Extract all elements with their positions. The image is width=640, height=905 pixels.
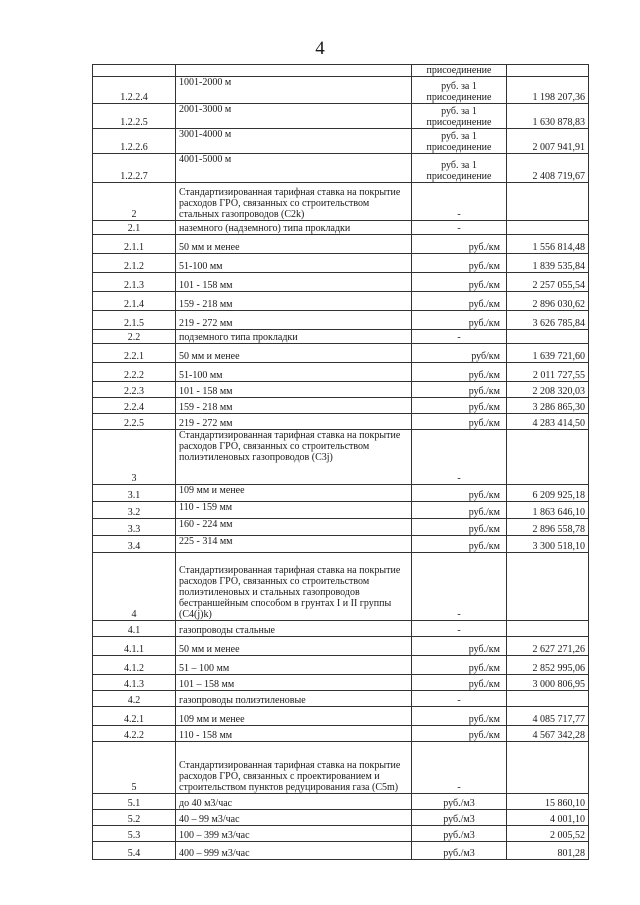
description-cell: наземного (надземного) типа прокладки bbox=[176, 221, 412, 235]
item-number-cell: 2.1.2 bbox=[93, 254, 176, 273]
description-cell: 51 – 100 мм bbox=[176, 656, 412, 675]
rate-value-cell: 4 085 717,77 bbox=[507, 707, 589, 726]
unit-cell: руб./км bbox=[412, 292, 507, 311]
unit-cell: руб./м3 bbox=[412, 826, 507, 842]
rate-value-cell: 1 863 646,10 bbox=[507, 502, 589, 519]
unit-cell: руб./км bbox=[412, 235, 507, 254]
table-row bbox=[93, 344, 589, 363]
description-cell: газопроводы стальные bbox=[176, 621, 412, 637]
rate-value-cell: 4 567 342,28 bbox=[507, 726, 589, 742]
rate-value-cell: 2 005,52 bbox=[507, 826, 589, 842]
description-cell: 219 - 272 мм bbox=[176, 414, 412, 430]
unit-cell: руб./м3 bbox=[412, 842, 507, 860]
description-cell: Стандартизированная тарифная ставка на покрытие расходов ГРО, связанных со строительством стальных газопроводов (C2k) bbox=[176, 183, 412, 221]
description-cell: 51-100 мм bbox=[176, 363, 412, 382]
table-row bbox=[93, 621, 589, 637]
unit-cell: руб./км bbox=[412, 726, 507, 742]
description-cell: подземного типа прокладки bbox=[176, 330, 412, 344]
table-row bbox=[93, 519, 589, 536]
item-number-cell: 3.1 bbox=[93, 485, 176, 502]
item-number-cell: 3 bbox=[93, 430, 176, 485]
rate-value-cell: 2 011 727,55 bbox=[507, 363, 589, 382]
unit-cell: руб./км bbox=[412, 536, 507, 553]
rate-value-cell bbox=[507, 65, 589, 77]
table-row bbox=[93, 742, 589, 794]
unit-cell: руб./км bbox=[412, 254, 507, 273]
rate-value-cell: 15 860,10 bbox=[507, 794, 589, 810]
description-cell: 101 - 158 мм bbox=[176, 273, 412, 292]
item-number-cell: 3.2 bbox=[93, 502, 176, 519]
item-number-cell: 1.2.2.6 bbox=[93, 129, 176, 154]
item-number-cell: 4.1.2 bbox=[93, 656, 176, 675]
item-number-cell: 2.2.5 bbox=[93, 414, 176, 430]
unit-cell: руб./км bbox=[412, 637, 507, 656]
table-row bbox=[93, 553, 589, 621]
item-number-cell: 4.1 bbox=[93, 621, 176, 637]
table-row bbox=[93, 183, 589, 221]
rate-value-cell: 1 639 721,60 bbox=[507, 344, 589, 363]
description-cell: 225 - 314 мм bbox=[176, 536, 412, 553]
unit-cell: - bbox=[412, 553, 507, 621]
description-cell: 159 - 218 мм bbox=[176, 292, 412, 311]
table-row bbox=[93, 536, 589, 553]
table-row bbox=[93, 430, 589, 485]
unit-cell: руб./км bbox=[412, 656, 507, 675]
table-row bbox=[93, 235, 589, 254]
item-number-cell: 2.1 bbox=[93, 221, 176, 235]
rate-value-cell: 3 000 806,95 bbox=[507, 675, 589, 691]
item-number-cell: 3.4 bbox=[93, 536, 176, 553]
description-cell: 109 мм и менее bbox=[176, 707, 412, 726]
description-cell: 101 - 158 мм bbox=[176, 382, 412, 398]
item-number-cell: 1.2.2.7 bbox=[93, 154, 176, 183]
table-row bbox=[93, 65, 589, 77]
item-number-cell: 5.2 bbox=[93, 810, 176, 826]
unit-cell: руб./км bbox=[412, 502, 507, 519]
description-cell: 400 – 999 м3/час bbox=[176, 842, 412, 860]
item-number-cell: 4.2.1 bbox=[93, 707, 176, 726]
description-cell: 40 – 99 м3/час bbox=[176, 810, 412, 826]
rate-value-cell: 3 300 518,10 bbox=[507, 536, 589, 553]
description-cell: 100 – 399 м3/час bbox=[176, 826, 412, 842]
rate-value-cell: 4 001,10 bbox=[507, 810, 589, 826]
item-number-cell: 2 bbox=[93, 183, 176, 221]
description-cell: 2001-3000 м bbox=[176, 104, 412, 129]
item-number-cell: 5.1 bbox=[93, 794, 176, 810]
description-cell: до 40 м3/час bbox=[176, 794, 412, 810]
unit-cell: - bbox=[412, 691, 507, 707]
rate-value-cell: 801,28 bbox=[507, 842, 589, 860]
unit-cell: руб. за 1 присоединение bbox=[412, 129, 507, 154]
unit-cell: - bbox=[412, 183, 507, 221]
description-cell: 50 мм и менее bbox=[176, 637, 412, 656]
description-cell: 110 - 159 мм bbox=[176, 502, 412, 519]
page-number: 4 bbox=[315, 38, 325, 59]
description-cell: 159 - 218 мм bbox=[176, 398, 412, 414]
item-number-cell: 2.2.2 bbox=[93, 363, 176, 382]
unit-cell: руб./км bbox=[412, 414, 507, 430]
description-cell: 50 мм и менее bbox=[176, 235, 412, 254]
table-row bbox=[93, 810, 589, 826]
rate-value-cell: 2 852 995,06 bbox=[507, 656, 589, 675]
description-cell: 51-100 мм bbox=[176, 254, 412, 273]
rate-value-cell: 2 896 030,62 bbox=[507, 292, 589, 311]
table-row bbox=[93, 221, 589, 235]
unit-cell: руб./м3 bbox=[412, 794, 507, 810]
item-number-cell: 1.2.2.5 bbox=[93, 104, 176, 129]
unit-cell: руб./км bbox=[412, 485, 507, 502]
unit-cell: руб. за 1 присоединение bbox=[412, 104, 507, 129]
item-number-cell: 4.1.3 bbox=[93, 675, 176, 691]
unit-cell: - bbox=[412, 621, 507, 637]
table-row bbox=[93, 382, 589, 398]
rate-value-cell: 4 283 414,50 bbox=[507, 414, 589, 430]
rate-value-cell bbox=[507, 183, 589, 221]
rate-value-cell: 3 626 785,84 bbox=[507, 311, 589, 330]
description-cell: 109 мм и менее bbox=[176, 485, 412, 502]
table-row bbox=[93, 154, 589, 183]
unit-cell: руб./км bbox=[412, 311, 507, 330]
rate-value-cell: 2 896 558,78 bbox=[507, 519, 589, 536]
table-row bbox=[93, 842, 589, 860]
description-cell: 101 – 158 мм bbox=[176, 675, 412, 691]
unit-cell: руб. за 1 присоединение bbox=[412, 77, 507, 104]
rate-value-cell: 2 257 055,54 bbox=[507, 273, 589, 292]
unit-cell: - bbox=[412, 430, 507, 485]
item-number-cell: 4.2 bbox=[93, 691, 176, 707]
table-row bbox=[93, 502, 589, 519]
item-number-cell: 2.1.5 bbox=[93, 311, 176, 330]
rate-value-cell bbox=[507, 553, 589, 621]
unit-cell: присоединение bbox=[412, 65, 507, 77]
item-number-cell: 2.2.1 bbox=[93, 344, 176, 363]
description-cell bbox=[176, 65, 412, 77]
description-cell: Стандартизированная тарифная ставка на покрытие расходов ГРО, связанных с проектированием и строительством пунктов редуцирования газа (C5m) bbox=[176, 742, 412, 794]
table-row bbox=[93, 330, 589, 344]
description-cell: 110 - 158 мм bbox=[176, 726, 412, 742]
unit-cell: руб./м3 bbox=[412, 810, 507, 826]
description-cell: 50 мм и менее bbox=[176, 344, 412, 363]
table-row bbox=[93, 826, 589, 842]
table-row bbox=[93, 254, 589, 273]
item-number-cell: 2.1.4 bbox=[93, 292, 176, 311]
table-row bbox=[93, 129, 589, 154]
unit-cell: руб. за 1 присоединение bbox=[412, 154, 507, 183]
rate-value-cell: 3 286 865,30 bbox=[507, 398, 589, 414]
table-row bbox=[93, 485, 589, 502]
table-row bbox=[93, 273, 589, 292]
item-number-cell: 5.4 bbox=[93, 842, 176, 860]
description-cell: 4001-5000 м bbox=[176, 154, 412, 183]
table-row bbox=[93, 707, 589, 726]
table-row bbox=[93, 414, 589, 430]
rate-value-cell: 1 198 207,36 bbox=[507, 77, 589, 104]
description-cell: газопроводы полиэтиленовые bbox=[176, 691, 412, 707]
rate-value-cell: 1 839 535,84 bbox=[507, 254, 589, 273]
table-row bbox=[93, 656, 589, 675]
unit-cell: руб./км bbox=[412, 707, 507, 726]
tariff-rates-body bbox=[93, 65, 589, 860]
rate-value-cell bbox=[507, 330, 589, 344]
rate-value-cell bbox=[507, 221, 589, 235]
rate-value-cell: 1 556 814,48 bbox=[507, 235, 589, 254]
unit-cell: руб/км bbox=[412, 344, 507, 363]
description-cell: Стандартизированная тарифная ставка на покрытие расходов ГРО, связанных со строительством полиэтиленовых газопроводов (C3j) bbox=[176, 430, 412, 485]
item-number-cell: 3.3 bbox=[93, 519, 176, 536]
rate-value-cell bbox=[507, 691, 589, 707]
table-row bbox=[93, 726, 589, 742]
rate-value-cell bbox=[507, 621, 589, 637]
item-number-cell: 5.3 bbox=[93, 826, 176, 842]
item-number-cell: 2.1.1 bbox=[93, 235, 176, 254]
item-number-cell: 2.1.3 bbox=[93, 273, 176, 292]
description-cell: 219 - 272 мм bbox=[176, 311, 412, 330]
table-row bbox=[93, 637, 589, 656]
rate-value-cell: 2 627 271,26 bbox=[507, 637, 589, 656]
table-row bbox=[93, 691, 589, 707]
table-row bbox=[93, 311, 589, 330]
unit-cell: руб./км bbox=[412, 675, 507, 691]
item-number-cell: 4 bbox=[93, 553, 176, 621]
item-number-cell: 2.2.3 bbox=[93, 382, 176, 398]
table-row bbox=[93, 794, 589, 810]
item-number-cell: 5 bbox=[93, 742, 176, 794]
unit-cell: руб./км bbox=[412, 363, 507, 382]
item-number-cell: 4.2.2 bbox=[93, 726, 176, 742]
table-row bbox=[93, 292, 589, 311]
item-number-cell: 2.2 bbox=[93, 330, 176, 344]
item-number-cell: 4.1.1 bbox=[93, 637, 176, 656]
description-cell: 3001-4000 м bbox=[176, 129, 412, 154]
table-row bbox=[93, 77, 589, 104]
description-cell: 160 - 224 мм bbox=[176, 519, 412, 536]
table-row bbox=[93, 675, 589, 691]
rate-value-cell: 6 209 925,18 bbox=[507, 485, 589, 502]
unit-cell: - bbox=[412, 742, 507, 794]
rate-value-cell: 2 208 320,03 bbox=[507, 382, 589, 398]
item-number-cell: 1.2.2.4 bbox=[93, 77, 176, 104]
description-cell: Стандартизированная тарифная ставка на покрытие расходов ГРО, связанных со строительством полиэтиленовых и стальных газопроводов бестраншейным способом в грунтах I и II группы (C4(j)k) bbox=[176, 553, 412, 621]
unit-cell: руб./км bbox=[412, 382, 507, 398]
unit-cell: руб./км bbox=[412, 273, 507, 292]
rate-value-cell bbox=[507, 430, 589, 485]
description-cell: 1001-2000 м bbox=[176, 77, 412, 104]
unit-cell: руб./км bbox=[412, 398, 507, 414]
table-row bbox=[93, 104, 589, 129]
rate-value-cell: 1 630 878,83 bbox=[507, 104, 589, 129]
table-row bbox=[93, 363, 589, 382]
item-number-cell: 2.2.4 bbox=[93, 398, 176, 414]
unit-cell: руб./км bbox=[412, 519, 507, 536]
unit-cell: - bbox=[412, 330, 507, 344]
table-row bbox=[93, 398, 589, 414]
unit-cell: - bbox=[412, 221, 507, 235]
rate-value-cell: 2 408 719,67 bbox=[507, 154, 589, 183]
rate-value-cell: 2 007 941,91 bbox=[507, 129, 589, 154]
item-number-cell bbox=[93, 65, 176, 77]
tariff-rates-table bbox=[92, 64, 589, 860]
rate-value-cell bbox=[507, 742, 589, 794]
